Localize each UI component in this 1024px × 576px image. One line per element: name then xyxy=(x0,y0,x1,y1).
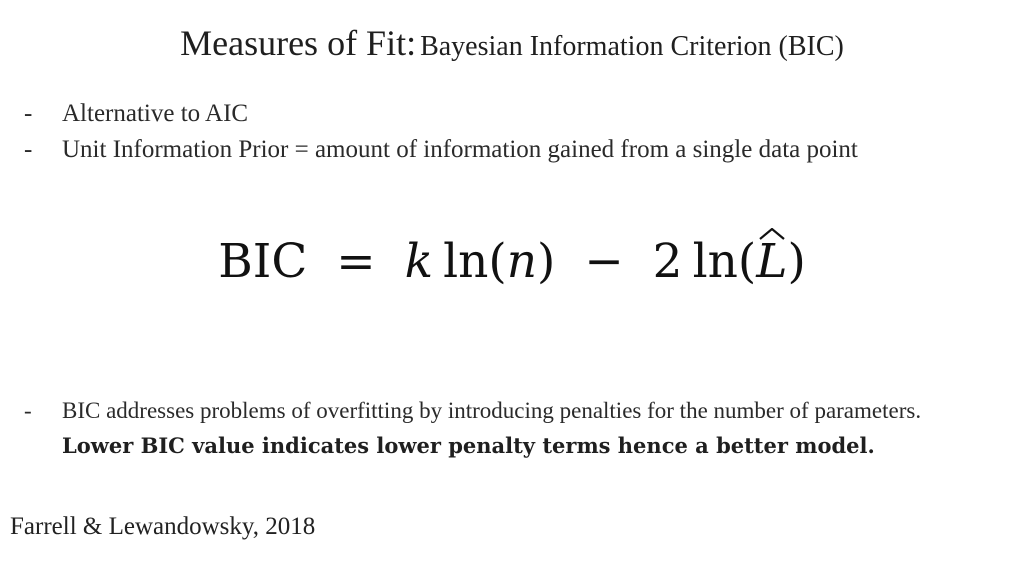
bullet-text: Unit Information Prior = amount of information gained from a single data point xyxy=(62,136,858,163)
formula-paren-close-1: ) xyxy=(537,234,556,289)
bic-formula xyxy=(0,222,1024,302)
bullet-item xyxy=(24,132,1014,168)
formula-two: 2 xyxy=(652,234,683,289)
formula-n: n xyxy=(506,234,538,289)
citation: Farrell & Lewandowsky, 2018 xyxy=(10,513,316,540)
bullet-dash: - xyxy=(24,100,33,127)
formula-paren-open-2: ( xyxy=(737,234,757,289)
formula-ln-1: ln xyxy=(443,234,489,289)
formula-equals: = xyxy=(336,234,376,289)
formula-paren-close-2: ) xyxy=(787,234,806,289)
formula-l: L xyxy=(756,234,788,289)
formula-l-hat xyxy=(756,222,787,302)
formula-lhs: BIC xyxy=(218,234,308,289)
bullet-dash: - xyxy=(24,398,32,423)
formula-ln-2: ln xyxy=(692,234,738,289)
bullet-list xyxy=(24,96,1014,168)
title-subtitle: Bayesian Information Criterion (BIC) xyxy=(420,31,844,62)
bullet-item-bic-overfitting xyxy=(24,393,984,463)
title-main: Measures of Fit: xyxy=(180,23,417,63)
bullet-paragraph xyxy=(62,393,984,463)
bullet-emphasis-text: Lower BIC value indicates lower penalty terms hence a better model. xyxy=(62,433,875,458)
bullet-text: Alternative to AIC xyxy=(62,100,249,127)
formula-k: k xyxy=(404,234,434,289)
hat-accent-icon xyxy=(759,228,785,240)
bullet-dash: - xyxy=(24,136,33,163)
formula-minus: − xyxy=(584,234,624,289)
slide-title xyxy=(0,22,1024,64)
formula-paren-open-1: ( xyxy=(488,234,507,289)
bullet-item xyxy=(24,96,1014,132)
bullet-plain-text: BIC addresses problems of overfitting by introducing penalties for the number of parameters. xyxy=(62,398,922,423)
